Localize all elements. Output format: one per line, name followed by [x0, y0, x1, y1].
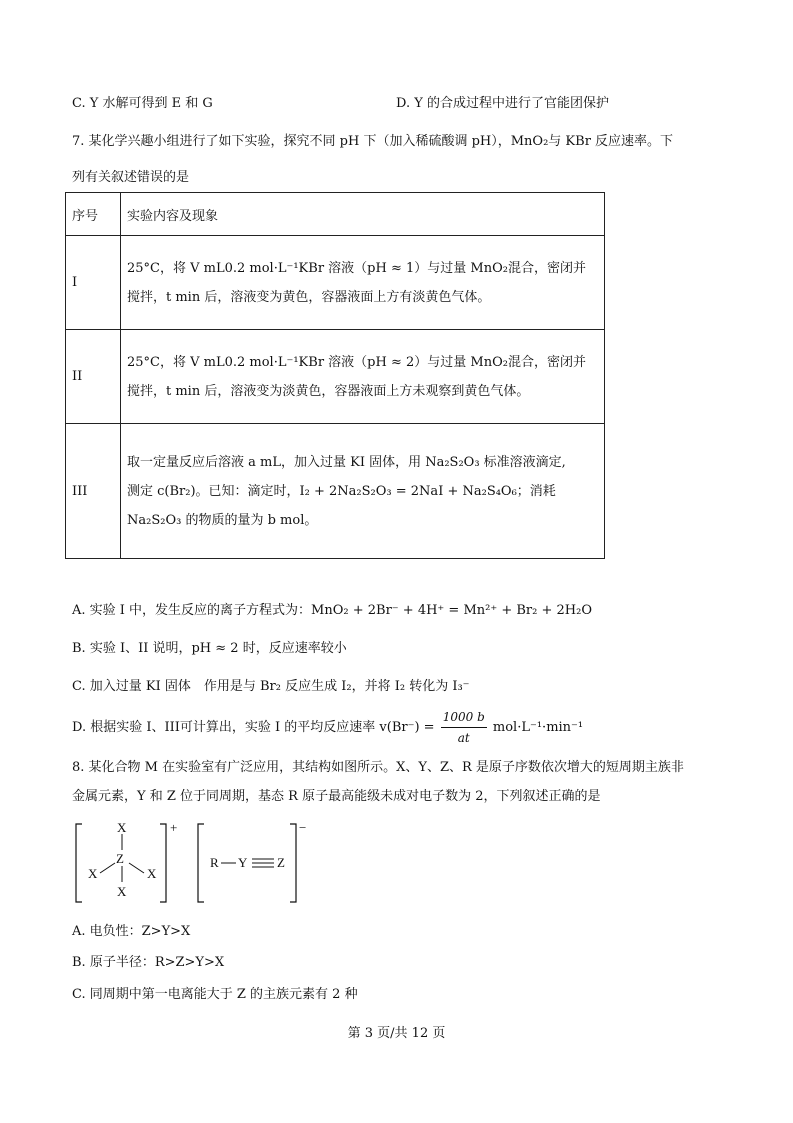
header-content: 实验内容及现象 [121, 193, 605, 236]
row-no: II [66, 330, 121, 424]
q7-stem-line2: 列有关叙述错误的是 [72, 170, 190, 185]
row-line: 测定 c(Br₂)。已知：滴定时，I₂ + 2Na₂S₂O₃ = 2NaI + Na₂S₄O₆；消耗 [127, 483, 556, 499]
row-no: III [66, 424, 121, 559]
experiment-table [65, 192, 605, 559]
table-header-row [66, 193, 605, 236]
anion-atom-r: R [210, 855, 219, 870]
cation-ligand-bottom: X [117, 884, 127, 899]
q7-option-b: B. 实验 I、II 说明，pH ≈ 2 时，反应速率较小 [72, 641, 347, 656]
cation-ligand-left: X [88, 866, 98, 881]
cation-charge: + [170, 820, 178, 835]
fraction-numerator: 1000 b [441, 707, 487, 728]
q7-option-d-prefix: D. 根据实验 I、III可计算出，实验 I 的平均反应速率 v(Br⁻) = [72, 720, 435, 735]
anion-charge: − [299, 820, 307, 835]
row-line: 25°C，将 V mL0.2 mol·L⁻¹KBr 溶液（pH ≈ 2）与过量 MnO₂混合，密闭并 [127, 354, 586, 370]
row-content [121, 424, 605, 559]
cation-center-atom: Z [116, 851, 124, 866]
q7-stem-line1: 7. 某化学兴趣小组进行了如下实验，探究不同 pH 下（加入稀硫酸调 pH），MnO₂与 KBr 反应速率。下 [72, 134, 674, 149]
row-line: 搅拌，t min 后，溶液变为淡黄色，容器液面上方未观察到黄色气体。 [127, 383, 530, 399]
anion-atom-y: Y [238, 855, 248, 870]
compound-structure-diagram [70, 818, 320, 910]
q6-option-d: D. Y 的合成过程中进行了官能团保护 [396, 96, 609, 111]
q6-option-c: C. Y 水解可得到 E 和 G [72, 96, 213, 111]
q7-option-d-unit: mol·L⁻¹·min⁻¹ [492, 720, 584, 735]
q8-option-a: A. 电负性：Z>Y>X [72, 924, 191, 939]
q8-option-b: B. 原子半径：R>Z>Y>X [72, 955, 225, 970]
fraction-denominator: at [457, 731, 470, 745]
cation-ligand-top: X [117, 820, 127, 835]
row-line: 搅拌，t min 后，溶液变为黄色，容器液面上方有淡黄色气体。 [127, 289, 491, 305]
header-no: 序号 [66, 193, 121, 236]
anion-atom-z: Z [277, 855, 285, 870]
row-line: 取一定量反应后溶液 a mL，加入过量 KI 固体，用 Na₂S₂O₃ 标准溶液滴定, [127, 454, 566, 470]
triple-bond [252, 859, 274, 867]
page-number-footer: 第 3 页/共 12 页 [347, 1026, 446, 1041]
row-line: Na₂S₂O₃ 的物质的量为 b mol。 [127, 512, 318, 528]
row-line: 25°C，将 V mL0.2 mol·L⁻¹KBr 溶液（pH ≈ 1）与过量 MnO₂混合，密闭并 [127, 260, 586, 276]
q7-option-a: A. 实验 I 中，发生反应的离子方程式为：MnO₂ + 2Br⁻ + 4H⁺ = Mn²⁺ + Br₂ + 2H₂O [72, 603, 592, 618]
q8-stem-line2: 金属元素，Y 和 Z 位于同周期，基态 R 原子最高能级未成对电子数为 2，下列叙述正确的是 [72, 789, 601, 804]
table-row [66, 424, 605, 559]
row-no: I [66, 236, 121, 330]
table-row [66, 236, 605, 330]
q8-option-c: C. 同周期中第一电离能大于 Z 的主族元素有 2 种 [72, 987, 358, 1002]
table-row [66, 330, 605, 424]
row-content [121, 236, 605, 330]
rate-fraction [441, 707, 487, 748]
q7-option-c: C. 加入过量 KI 固体 作用是与 Br₂ 反应生成 I₂，并将 I₂ 转化为 I₃⁻ [72, 679, 470, 694]
q7-option-d [72, 707, 583, 748]
row-content [121, 330, 605, 424]
cation-ligand-right: X [147, 866, 157, 881]
q8-stem-line1: 8. 某化合物 M 在实验室有广泛应用，其结构如图所示。X、Y、Z、R 是原子序数依次增大的短周期主族非 [72, 760, 684, 775]
